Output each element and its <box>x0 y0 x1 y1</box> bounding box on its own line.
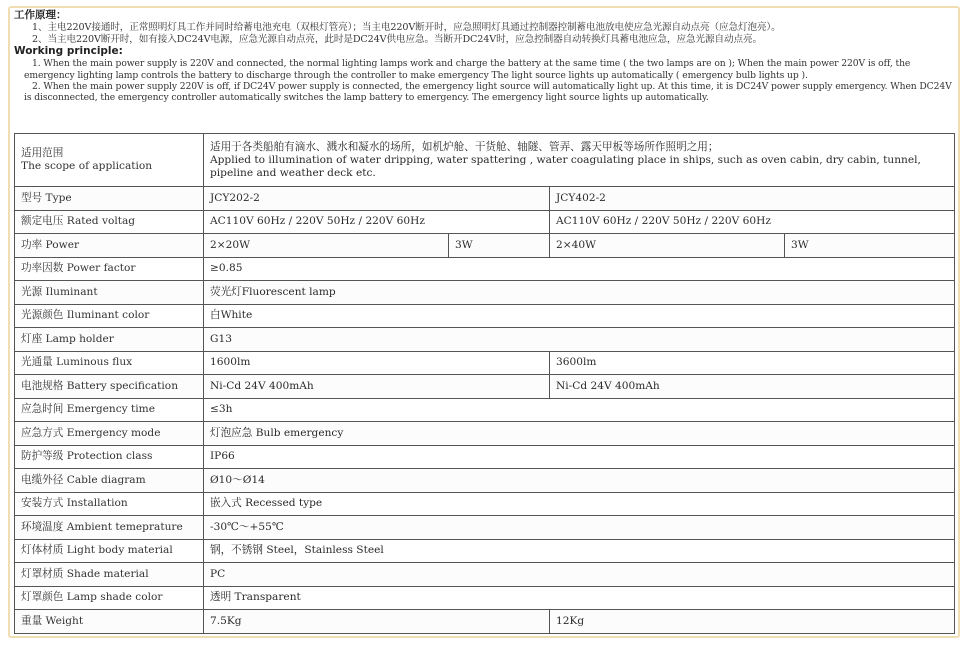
cell-model-a: JCY202-2 <box>204 187 550 211</box>
scope-label-cn: 适用范围 <box>21 147 64 159</box>
table-row-luminous-flux <box>15 351 955 375</box>
principle-cn-item-1: 1、主电220V接通时，正常照明灯具工作并同时给蓄电池充电（双根灯管亮）；当主电220V断开时，应急照明灯具通过控制器控制蓄电池放电使应急光源自动点亮（应急灯泡亮）。 <box>32 22 781 33</box>
table-row-shade-color <box>15 586 955 610</box>
scope-value-cn: 适用于各类船舶有滴水、溅水和凝水的场所，如机炉舱、干货舱、轴隧、管弄、露天甲板等场所作照明之用； <box>210 140 719 153</box>
table-row-power <box>15 234 955 258</box>
table-row-shade-material <box>15 563 955 587</box>
cell-value: 白White <box>204 304 955 328</box>
row-label: 型号 Type <box>15 187 204 211</box>
cell-model-b: JCY402-2 <box>550 187 955 211</box>
cell-model-a-emergency-power: 3W <box>449 234 550 258</box>
principle-cn-item-2: 2、当主电220V断开时，如有接入DC24V电源，应急光源自动点亮，此时是DC24V供电应急。当断开DC24V时，应急控制器自动转换灯具蓄电池应急，应急光源自动点亮。 <box>32 33 762 45</box>
cell-value: G13 <box>204 328 955 352</box>
cell-value: 荧光灯Fluorescent lamp <box>204 281 955 305</box>
table-row-scope <box>15 134 955 187</box>
cell-value: PC <box>204 563 955 587</box>
table-row-type <box>15 187 955 211</box>
row-label: 电缆外径 Cable diagram <box>15 469 204 493</box>
cell-model-a-lamp-power: 2×20W <box>204 234 449 258</box>
row-label: 重量 Weight <box>15 610 204 634</box>
cell-value: 透明 Transparent <box>204 586 955 610</box>
table-row-battery <box>15 375 955 399</box>
cell-value: IP66 <box>204 445 955 469</box>
cell-model-b: AC110V 60Hz / 220V 50Hz / 220V 60Hz <box>550 210 955 234</box>
cell-model-b: 3600lm <box>550 351 955 375</box>
cell-model-b-emergency-power: 3W <box>785 234 955 258</box>
principle-title-en: Working principle: <box>14 45 123 58</box>
table-row-ambient-temp <box>15 516 955 540</box>
cell-value: ≤3h <box>204 398 955 422</box>
table-row-emergency-mode <box>15 422 955 446</box>
row-label: 光源 Iluminant <box>15 281 204 305</box>
table-row-lamp-holder <box>15 328 955 352</box>
cell-model-a: 7.5Kg <box>204 610 550 634</box>
table-row-installation <box>15 492 955 516</box>
cell-model-b: 12Kg <box>550 610 955 634</box>
row-label: 环境温度 Ambient temeprature <box>15 516 204 540</box>
row-label: 光通量 Luminous flux <box>15 351 204 375</box>
table-row-cable <box>15 469 955 493</box>
row-label: 灯罩颜色 Lamp shade color <box>15 586 204 610</box>
table-row-voltage <box>15 210 955 234</box>
cell-value: 灯泡应急 Bulb emergency <box>204 422 955 446</box>
row-label: 安装方式 Installation <box>15 492 204 516</box>
scope-value-en: Applied to illumination of water dripping, water spattering , water coagulating place in ships, such as oven cabin, dry cabin, tunnel, pipeline and weather deck etc. <box>210 153 921 179</box>
row-label: 应急方式 Emergency mode <box>15 422 204 446</box>
table-row-protection <box>15 445 955 469</box>
row-label: 灯座 Lamp holder <box>15 328 204 352</box>
row-label: 灯体材质 Light body material <box>15 539 204 563</box>
cell-model-b-lamp-power: 2×40W <box>550 234 785 258</box>
principle-en-item-1: 1. When the main power supply is 220V and connected, the normal lighting lamps work and charge the battery at the same time ( the two lamps are on ); When the main power 220V is off, the emergency lighting lamp controls the battery to discharge through the controller to make emergency The light source lights up automatically ( emergency bulb lights up ). <box>24 58 911 81</box>
cell-model-a: Ni-Cd 24V 400mAh <box>204 375 550 399</box>
table-row-weight <box>15 610 955 634</box>
row-label: 防护等级 Protection class <box>15 445 204 469</box>
spec-table <box>14 133 955 634</box>
working-principle-section <box>14 9 954 104</box>
row-label: 功率因数 Power factor <box>15 257 204 281</box>
table-row-iluminant <box>15 281 955 305</box>
cell-value: Ø10～Ø14 <box>204 469 955 493</box>
scope-value <box>204 134 955 187</box>
cell-model-a: 1600lm <box>204 351 550 375</box>
cell-value: ≥0.85 <box>204 257 955 281</box>
row-label: 灯罩材质 Shade material <box>15 563 204 587</box>
cell-value: 嵌入式 Recessed type <box>204 492 955 516</box>
table-row-power-factor <box>15 257 955 281</box>
table-row-iluminant-color <box>15 304 955 328</box>
cell-value: -30℃～+55℃ <box>204 516 955 540</box>
row-label: 光源颜色 Iluminant color <box>15 304 204 328</box>
cell-value: 钢，不锈钢 Steel，Stainless Steel <box>204 539 955 563</box>
table-row-emergency-time <box>15 398 955 422</box>
scope-label-en: The scope of application <box>21 160 153 172</box>
cell-model-b: Ni-Cd 24V 400mAh <box>550 375 955 399</box>
row-label <box>15 134 204 187</box>
principle-title-cn: 工作原理： <box>14 9 67 21</box>
principle-en-item-2: 2. When the main power supply 220V is off, if DC24V power supply is connected, the emergency light source will automatically light up. At this time, it is DC24V power supply emergency. When DC24V is disconnected, the emergency controller automatically switches the lamp battery to emergency. The emergency light source lights up automatically. <box>24 81 952 104</box>
row-label: 额定电压 Rated voltag <box>15 210 204 234</box>
cell-model-a: AC110V 60Hz / 220V 50Hz / 220V 60Hz <box>204 210 550 234</box>
row-label: 功率 Power <box>15 234 204 258</box>
row-label: 电池规格 Battery specification <box>15 375 204 399</box>
row-label: 应急时间 Emergency time <box>15 398 204 422</box>
table-row-body-material <box>15 539 955 563</box>
